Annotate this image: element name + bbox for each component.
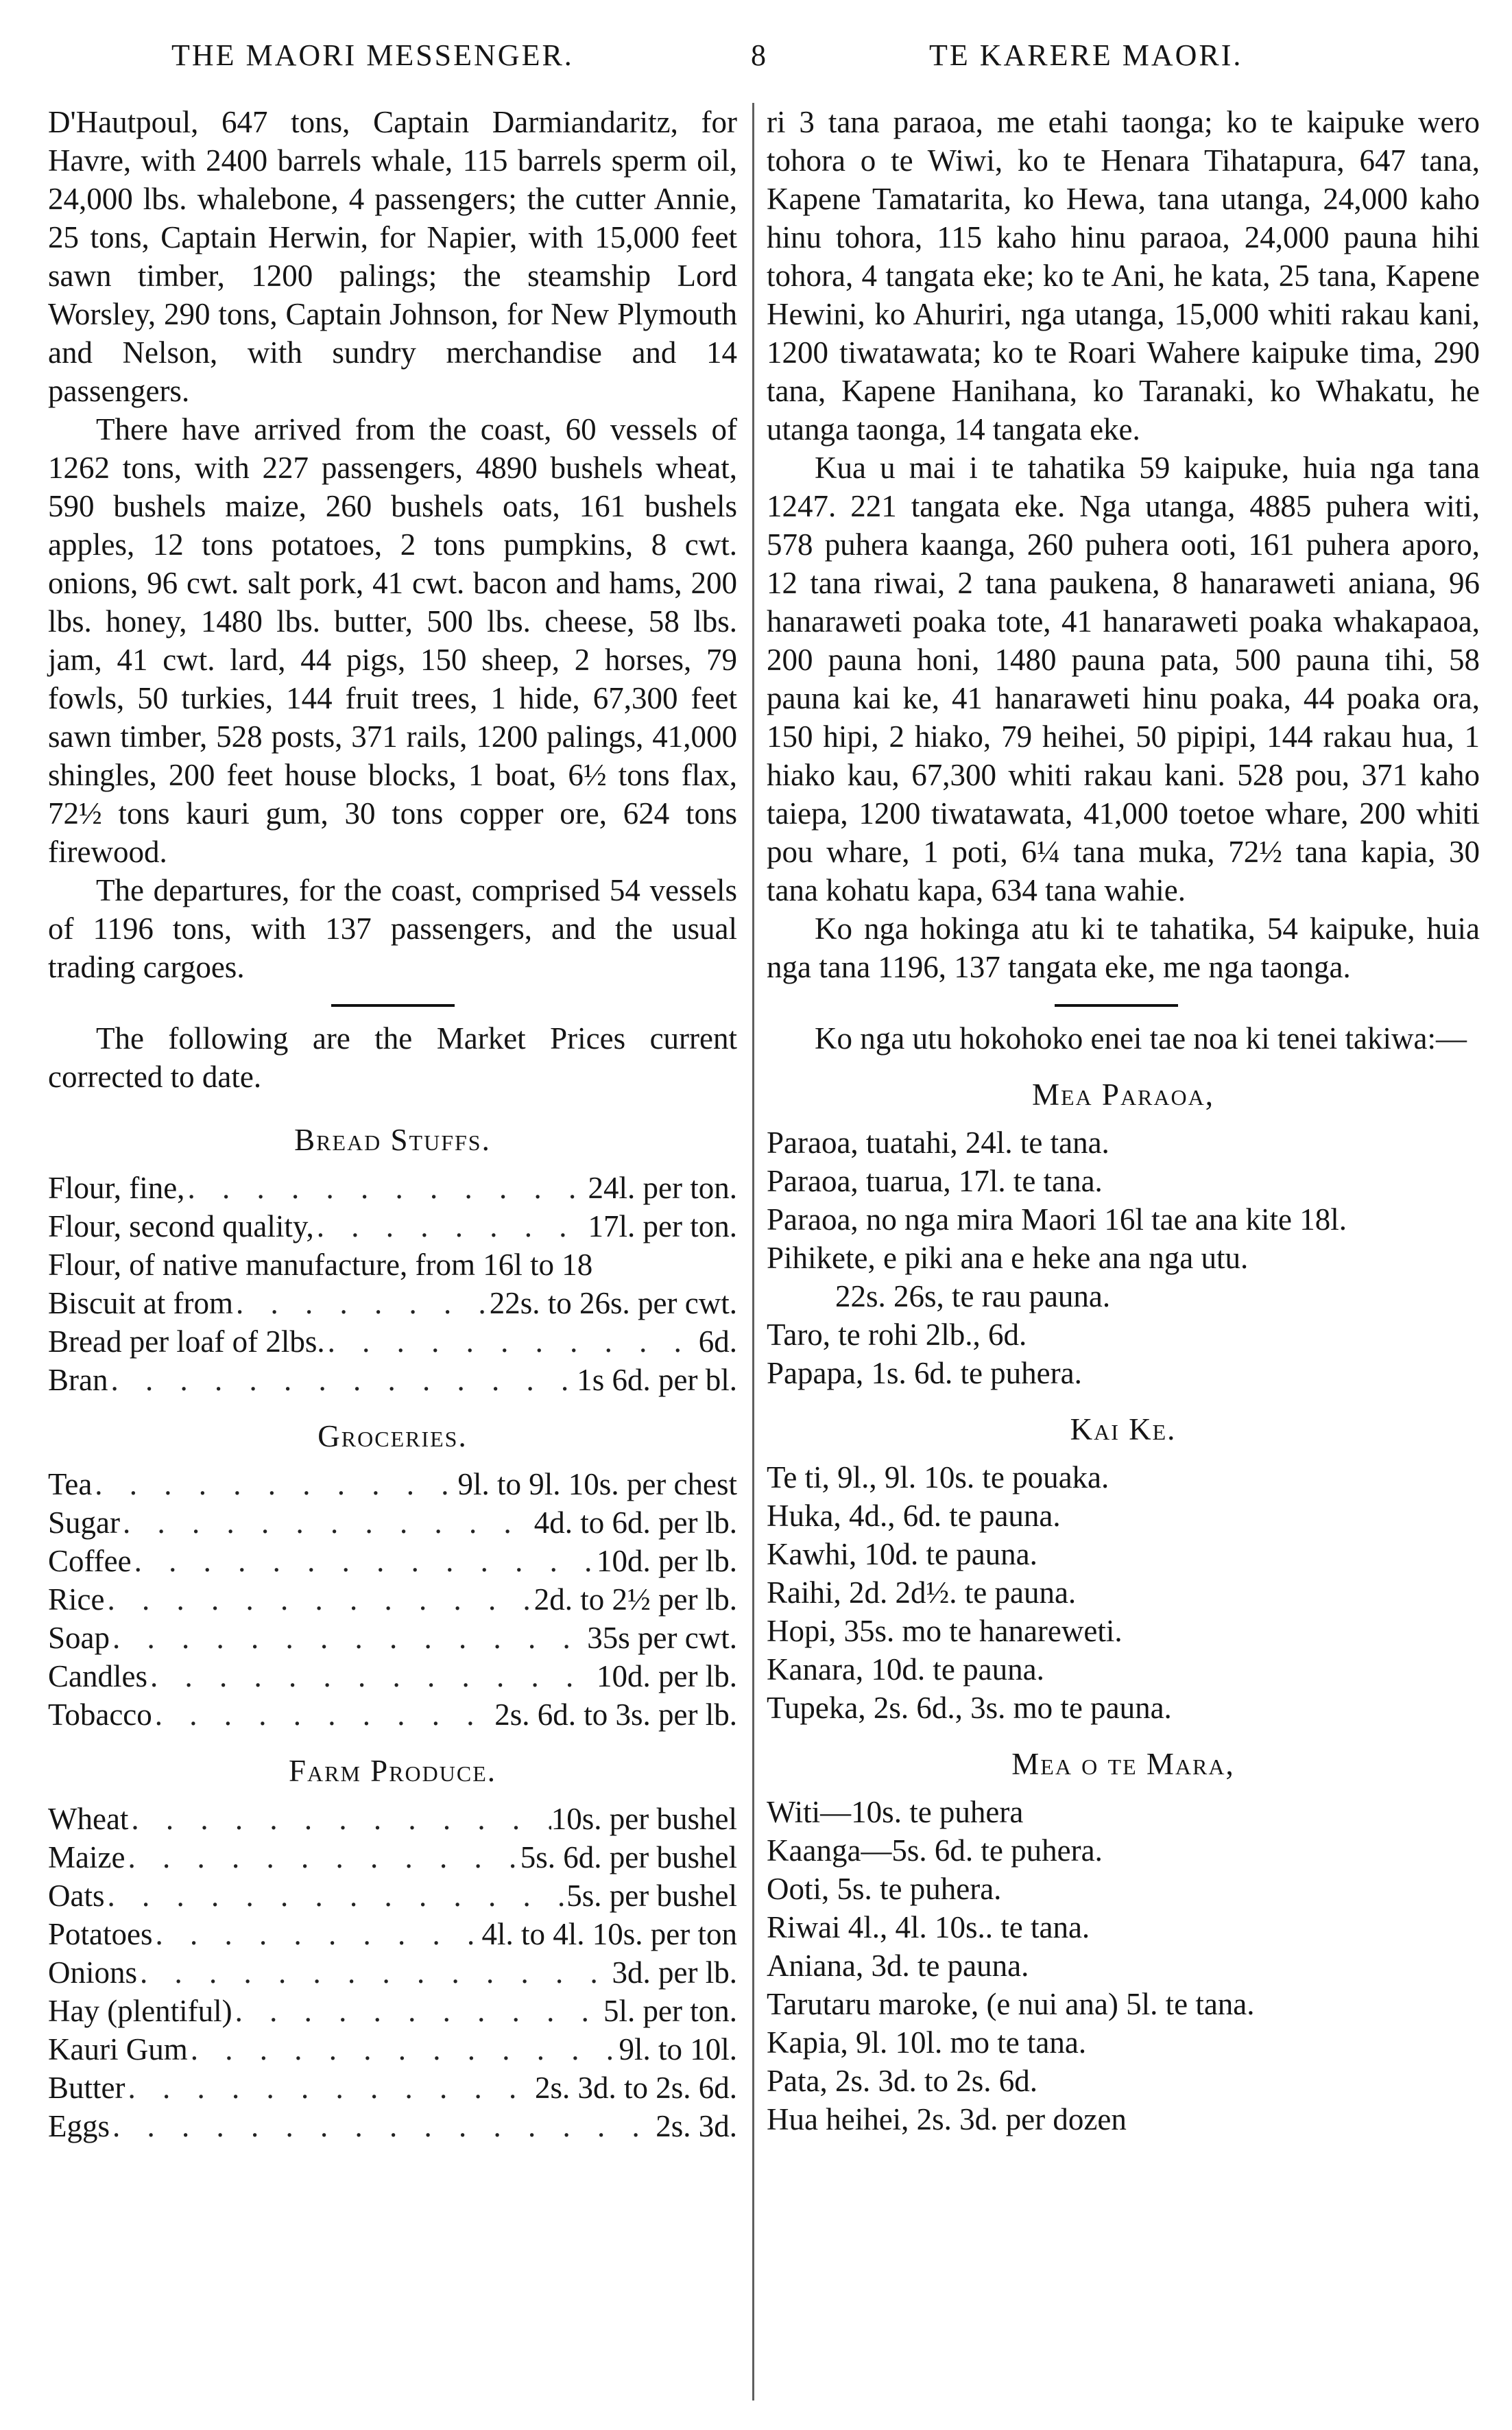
- price-value: 4l. to 4l. 10s. per ton: [481, 1917, 737, 1951]
- price-item: Sugar: [48, 1505, 120, 1540]
- column-divider: [752, 103, 754, 2401]
- price-line: Witi—10s. te puhera: [767, 1795, 1024, 1829]
- price-item: Rice: [48, 1582, 105, 1617]
- leader-dots: [108, 1361, 577, 1399]
- market-intro: The following are the Market Prices current corrected to date.: [48, 1021, 737, 1094]
- leader-dots: [92, 1465, 457, 1503]
- price-value: 3d. per lb.: [612, 1955, 737, 1990]
- price-line: Hopi, 35s. mo te hanareweti.: [767, 1614, 1123, 1648]
- leader-dots: [184, 1169, 588, 1207]
- price-row: [48, 1503, 737, 1542]
- leader-dots: [137, 1953, 612, 1992]
- leader-dots: [104, 1580, 533, 1619]
- page-header: [0, 38, 1512, 86]
- price-value: 17l. per ton.: [588, 1209, 737, 1243]
- price-value: 4d. to 6d. per lb.: [533, 1505, 737, 1540]
- price-row: [48, 1169, 737, 1207]
- price-item: Kauri Gum: [48, 2032, 188, 2066]
- price-item: Biscuit at from: [48, 1286, 233, 1320]
- price-value: 2s. 6d. to 3s. per lb.: [494, 1698, 737, 1732]
- price-line: Pihikete, e piki ana e heke ana nga utu.: [767, 1241, 1249, 1275]
- price-value: 10d. per lb.: [597, 1659, 737, 1693]
- leader-dots: [152, 1695, 494, 1734]
- masthead-english: THE MAORI MESSENGER.: [171, 38, 574, 72]
- price-value: 9l. to 9l. 10s. per chest: [457, 1467, 737, 1501]
- price-line: Aniana, 3d. te pauna.: [767, 1949, 1029, 1983]
- leader-dots: [110, 1619, 587, 1657]
- price-line: Raihi, 2d. 2d½. te pauna.: [767, 1575, 1077, 1610]
- price-row: [48, 1838, 737, 1877]
- price-value: 5l. per ton.: [603, 1994, 737, 2028]
- price-row: [48, 1465, 737, 1503]
- market-intro-maori: Ko nga utu hokohoko enei tae noa ki tenei takiwa:—: [815, 1021, 1467, 1056]
- price-line: Kanara, 10d. te pauna.: [767, 1652, 1044, 1687]
- price-item: Candles: [48, 1659, 147, 1693]
- price-value: 22s. to 26s. per cwt.: [489, 1286, 737, 1320]
- departures-paragraph: The departures, for the coast, comprised 54 vessels of 1196 tons, with 137 passengers, and the usual trading cargoes.: [48, 873, 737, 984]
- price-row: [48, 1619, 737, 1657]
- maori-column: [767, 103, 1480, 2139]
- price-item: Tea: [48, 1467, 93, 1501]
- section-title-kai-ke: Kai Ke.: [1070, 1412, 1177, 1446]
- masthead-maori: TE KARERE MAORI.: [929, 38, 1243, 72]
- price-row: [48, 1800, 737, 1838]
- price-value: 2d. to 2½ per lb.: [533, 1582, 737, 1617]
- leader-dots: [132, 1542, 597, 1580]
- price-row: [48, 1207, 737, 1246]
- price-line: Kapia, 9l. 10l. mo te tana.: [767, 2025, 1087, 2060]
- section-rule: [331, 1004, 455, 1007]
- price-row: [48, 1915, 737, 1953]
- leader-dots: [233, 1284, 490, 1322]
- price-value: 10s. per bushel: [551, 1802, 737, 1836]
- leader-dots: [105, 1877, 567, 1915]
- price-item: Eggs: [48, 2109, 110, 2143]
- price-line: Paraoa, no nga mira Maori 16l tae ana kite 18l.: [767, 1202, 1347, 1237]
- leader-dots: [188, 2030, 619, 2069]
- price-value: 10d. per lb.: [597, 1544, 737, 1578]
- price-item: Flour, second quality,: [48, 1209, 314, 1243]
- price-row: [48, 1542, 737, 1580]
- price-row: [48, 1246, 737, 1284]
- leader-dots: [314, 1207, 588, 1246]
- section-title-farm-produce: Farm Produce.: [288, 1754, 497, 1788]
- price-line: Riwai 4l., 4l. 10s.. te tana.: [767, 1910, 1090, 1944]
- price-item: Bran: [48, 1363, 108, 1397]
- price-item: Hay (plentiful): [48, 1994, 232, 2028]
- price-line: Huka, 4d., 6d. te pauna.: [767, 1499, 1061, 1533]
- price-item: Maize: [48, 1840, 125, 1874]
- price-value: 2s. 3d. to 2s. 6d.: [534, 2071, 737, 2105]
- price-item: Flour, of native manufacture, from 16l to 18: [48, 1248, 593, 1282]
- price-line: Kawhi, 10d. te pauna.: [767, 1537, 1037, 1571]
- price-line: Te ti, 9l., 9l. 10s. te pouaka.: [767, 1460, 1109, 1494]
- price-item: Bread per loaf of 2lbs.: [48, 1324, 325, 1359]
- price-item: Butter: [48, 2071, 125, 2105]
- price-line: Taro, te rohi 2lb., 6d.: [767, 1318, 1027, 1352]
- page-number: 8: [751, 38, 768, 72]
- leader-dots: [110, 2107, 656, 2145]
- price-line: Pata, 2s. 3d. to 2s. 6d.: [767, 2064, 1038, 2098]
- price-row: [48, 1953, 737, 1992]
- price-item: Soap: [48, 1621, 110, 1655]
- price-value: 9l. to 10l.: [619, 2032, 737, 2066]
- price-row: [48, 1580, 737, 1619]
- price-item: Wheat: [48, 1802, 129, 1836]
- price-value: 35s per cwt.: [587, 1621, 737, 1655]
- price-value: 1s 6d. per bl.: [577, 1363, 737, 1397]
- departures-paragraph-maori: Ko nga hokinga atu ki te tahatika, 54 kaipuke, huia nga tana 1196, 137 tangata eke, me nga taonga.: [767, 912, 1480, 984]
- price-value: 6d.: [698, 1324, 737, 1359]
- price-row: [48, 1361, 737, 1399]
- price-item: Tobacco: [48, 1698, 152, 1732]
- section-title-mea-o-te-mara: Mea o te Mara,: [1011, 1747, 1235, 1781]
- price-row: [48, 2069, 737, 2107]
- leader-dots: [325, 1322, 699, 1361]
- section-title-bread-stuffs: Bread Stuffs.: [294, 1123, 491, 1157]
- arrivals-paragraph: There have arrived from the coast, 60 vessels of 1262 tons, with 227 passengers, 4890 bushels wheat, 590 bushels maize, 260 bushels oats, 161 bushels apples, 12 tons potatoes, 2 tons pumpkins, 8 cwt. onions, 96 cwt. salt pork, 41 cwt. bacon and hams, 200 lbs. honey, 1480 lbs. butter, 500 lbs. cheese, 58 lbs. jam, 41 cwt. lard, 44 pigs, 150 sheep, 2 horses, 79 fowls, 50 turkies, 144 fruit trees, 1 hide, 67,300 feet sawn timber, 528 posts, 371 rails, 1200 palings, 41,000 shingles, 200 feet house blocks, 1 boat, 6½ tons flax, 72½ tons kauri gum, 30 tons copper ore, 624 tons firewood.: [48, 412, 737, 869]
- leader-dots: [125, 1838, 520, 1877]
- shipping-paragraph: D'Hautpoul, 647 tons, Captain Darmiandaritz, for Havre, with 2400 barrels whale, 115 barrels sperm oil, 24,000 lbs. whalebone, 4 passengers; the cutter Annie, 25 tons, Captain Herwin, for Napier, with 15,000 feet sawn timber, 1200 palings; the steamship Lord Worsley, 290 tons, Captain Johnson, for New Plymouth and Nelson, with sundry merchandise and 14 passengers.: [48, 105, 737, 408]
- section-title-mea-paraoa: Mea Paraoa,: [1032, 1077, 1214, 1112]
- leader-dots: [125, 2069, 534, 2107]
- leader-dots: [153, 1915, 482, 1953]
- leader-dots: [120, 1503, 534, 1542]
- shipping-paragraph-maori: ri 3 tana paraoa, me etahi taonga; ko te kaipuke wero tohora o te Wiwi, ko te Henara Tihatapura, 647 tana, Kapene Tamatarita, ko Hewa, tana utanga, 24,000 kaho hinu tohora, 115 kaho hinu paraoa, 24,000 pauna hihi tohora, 4 tangata eke; ko te Ani, he kata, 25 tana, Kapene Hewini, ko Ahuriri, nga utanga, 15,000 whiti rakau kani, 1200 tiwatawata; ko te Roari Wahere kaipuke tima, 290 tana, Kapene Hanihana, ko Taranaki, ko Whakatu, he utanga taonga, 14 tangata eke.: [767, 105, 1480, 446]
- price-value: 5s. per bushel: [566, 1879, 737, 1913]
- price-row: [48, 2030, 737, 2069]
- price-row: [48, 1322, 737, 1361]
- section-rule: [1055, 1004, 1178, 1007]
- leader-dots: [147, 1657, 597, 1695]
- price-line: Tupeka, 2s. 6d., 3s. mo te pauna.: [767, 1691, 1172, 1725]
- price-line: Ooti, 5s. te puhera.: [767, 1872, 1002, 1906]
- price-item: Coffee: [48, 1544, 132, 1578]
- price-line: Paraoa, tuatahi, 24l. te tana.: [767, 1125, 1109, 1160]
- price-item: Flour, fine,: [48, 1171, 185, 1205]
- price-item: Potatoes: [48, 1917, 153, 1951]
- arrivals-paragraph-maori: Kua u mai i te tahatika 59 kaipuke, huia nga tana 1247. 221 tangata eke. Nga utanga, 4885 puhera witi, 578 puhera kaanga, 260 puhera ooti, 161 puhera aporo, 12 tana riwai, 2 tana paukena, 8 hanaraweti aniana, 96 hanaraweti poaka tote, 41 hanaraweti poaka whakapaoa, 200 pauna honi, 1480 pauna pata, 500 pauna tihi, 58 pauna kai ke, 41 hanaraweti hinu poaka, 44 poaka ora, 150 hipi, 2 hiako, 79 heihei, 50 pipipi, 144 rakau hua, 1 hiako kau, 67,300 whiti rakau kani. 528 pou, 371 kaho taiepa, 1200 tiwatawata, 41,000 toetoe whare, 200 whiti pou whare, 1 poti, 6¼ tana muka, 72½ tana kapia, 30 tana kohatu kapa, 634 tana wahie.: [767, 451, 1480, 907]
- price-row: [48, 1877, 737, 1915]
- price-line: Papapa, 1s. 6d. te puhera.: [767, 1356, 1082, 1390]
- price-item: Oats: [48, 1879, 105, 1913]
- price-line: Kaanga—5s. 6d. te puhera.: [767, 1833, 1103, 1868]
- price-value: 24l. per ton.: [588, 1171, 737, 1205]
- leader-dots: [128, 1800, 551, 1838]
- price-row: [48, 1284, 737, 1322]
- english-column: [48, 103, 737, 2145]
- leader-dots: [232, 1992, 603, 2030]
- price-item: Onions: [48, 1955, 138, 1990]
- price-row: [48, 1695, 737, 1734]
- price-line: 22s. 26s, te rau pauna.: [835, 1279, 1111, 1313]
- section-title-groceries: Groceries.: [317, 1419, 468, 1453]
- price-row: [48, 1657, 737, 1695]
- price-line: Paraoa, tuarua, 17l. te tana.: [767, 1164, 1103, 1198]
- price-line: Tarutaru maroke, (e nui ana) 5l. te tana.: [767, 1987, 1255, 2021]
- price-row: [48, 1992, 737, 2030]
- price-line: Hua heihei, 2s. 3d. per dozen: [767, 2102, 1127, 2136]
- price-value: 2s. 3d.: [656, 2109, 737, 2143]
- price-value: 5s. 6d. per bushel: [520, 1840, 737, 1874]
- price-row: [48, 2107, 737, 2145]
